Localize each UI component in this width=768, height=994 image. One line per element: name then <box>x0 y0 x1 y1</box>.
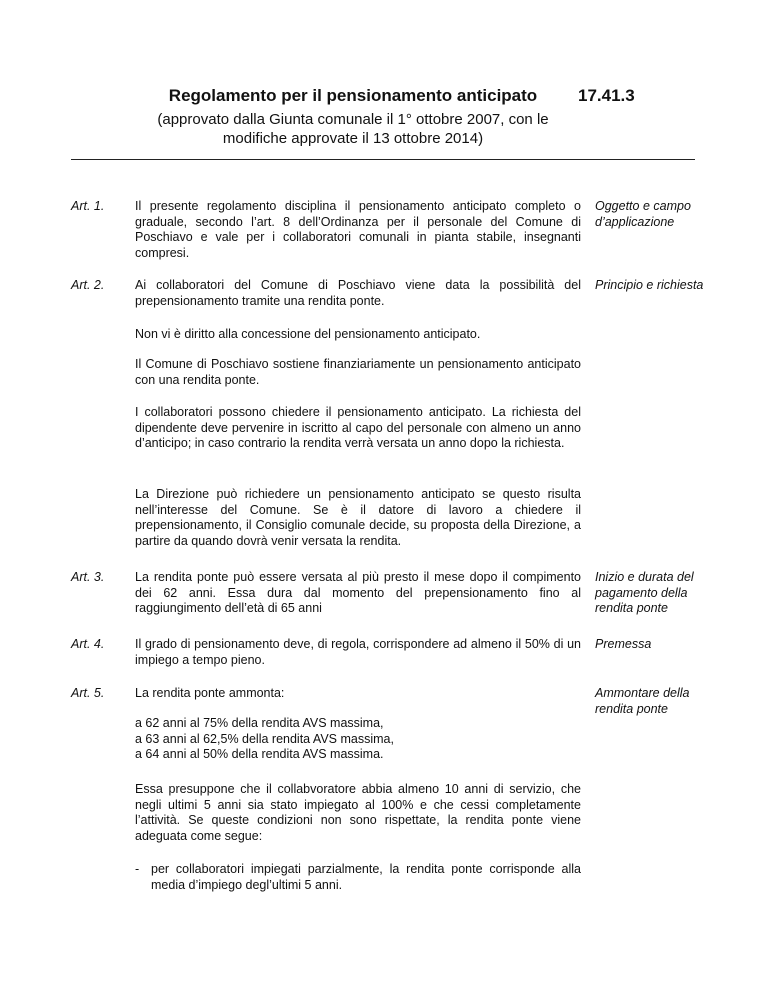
subtitle-line-2: modifiche approvate il 13 ottobre 2014) <box>222 130 484 147</box>
article-1-paragraph: Il presente regolamento disciplina il pensionamento anticipato completo o graduale, secondo l’art. 8 dell’Ordinanza per il personale del Comune di Poschiavo e vale per i collaboratori comunali in pianta stabile, insegnanti compresi. <box>135 199 581 260</box>
article-2-paragraph-2: Non vi è diritto alla concessione del pensionamento anticipato. <box>135 327 481 341</box>
article-5-bullet <box>135 862 581 893</box>
header-divider <box>71 159 695 160</box>
bullet-marker: - <box>135 862 140 876</box>
article-5-paragraph-2: Essa presuppone che il collabvoratore abbia almeno 10 anni di servizio, che negli ultimi 5 anni sia stato impiegato al 100% e che cessi completamente l’attività. Se queste condizioni non sono rispettate, la rendita ponte viene adeguata come segue: <box>135 782 581 843</box>
article-2-paragraph-1: Ai collaboratori del Comune di Poschiavo viene data la possibilità del prepensionamento tramite una rendita ponte. <box>135 278 581 308</box>
article-3-paragraph: La rendita ponte può essere versata al più presto il mese dopo il compimento dei 62 anni. Essa dura dal momento del prepensionamento fino al raggiungimento dell’età di 65 anni <box>135 570 581 615</box>
article-4-label: Art. 4. <box>71 637 105 651</box>
article-5-rate-list <box>135 716 581 763</box>
rate-item: a 63 anni al 62,5% della rendita AVS massima, <box>135 731 394 746</box>
article-5-margin-note: Ammontare della rendita ponte <box>595 686 690 716</box>
article-5-label: Art. 5. <box>71 686 105 700</box>
document-subtitle <box>118 110 588 148</box>
article-4-margin-note: Premessa <box>595 637 652 651</box>
article-2-paragraph-4: I collaboratori possono chiedere il pensionamento anticipato. La richiesta del dipendente deve pervenire in iscritto al capo del personale con almeno un anno d’anticipo; in caso contrario la rendita verrà versata un anno dopo la richiesta. <box>135 405 581 450</box>
article-1-label: Art. 1. <box>71 199 105 213</box>
document-title: Regolamento per il pensionamento anticipato <box>168 86 538 105</box>
regulation-code: 17.41.3 <box>578 86 635 105</box>
bullet-text: per collaboratori impiegati parzialmente, la rendita ponte corrisponde alla media d’impiego degl’ultimi 5 anni. <box>151 862 581 892</box>
article-5-paragraph-1: La rendita ponte ammonta: <box>135 686 285 700</box>
article-3-margin-note: Inizio e durata del pagamento della rendita ponte <box>595 570 694 615</box>
subtitle-line-1: (approvato dalla Giunta comunale il 1° ottobre 2007, con le <box>157 111 549 128</box>
article-2-margin-note: Principio e richiesta <box>595 278 704 292</box>
article-4-paragraph: Il grado di pensionamento deve, di regola, corrispondere ad almeno il 50% di un impiego a tempo pieno. <box>135 637 581 667</box>
rate-item: a 64 anni al 50% della rendita AVS massima. <box>135 747 384 761</box>
article-2-paragraph-3: Il Comune di Poschiavo sostiene finanziariamente un pensionamento anticipato con una rendita ponte. <box>135 357 581 387</box>
article-2-paragraph-5: La Direzione può richiedere un pensionamento anticipato se questo risulta nell’interesse del Comune. Se è il datore di lavoro a chiedere il prepensionamento, il Consiglio comunale decide, su proposta della Direzione, a partire da quando dovrà venir versata la rendita. <box>135 487 581 548</box>
article-3-label: Art. 3. <box>71 570 105 584</box>
article-2-label: Art. 2. <box>71 278 105 292</box>
article-1-margin-note: Oggetto e campo d’applicazione <box>595 199 691 229</box>
rate-item: a 62 anni al 75% della rendita AVS massima, <box>135 716 384 730</box>
